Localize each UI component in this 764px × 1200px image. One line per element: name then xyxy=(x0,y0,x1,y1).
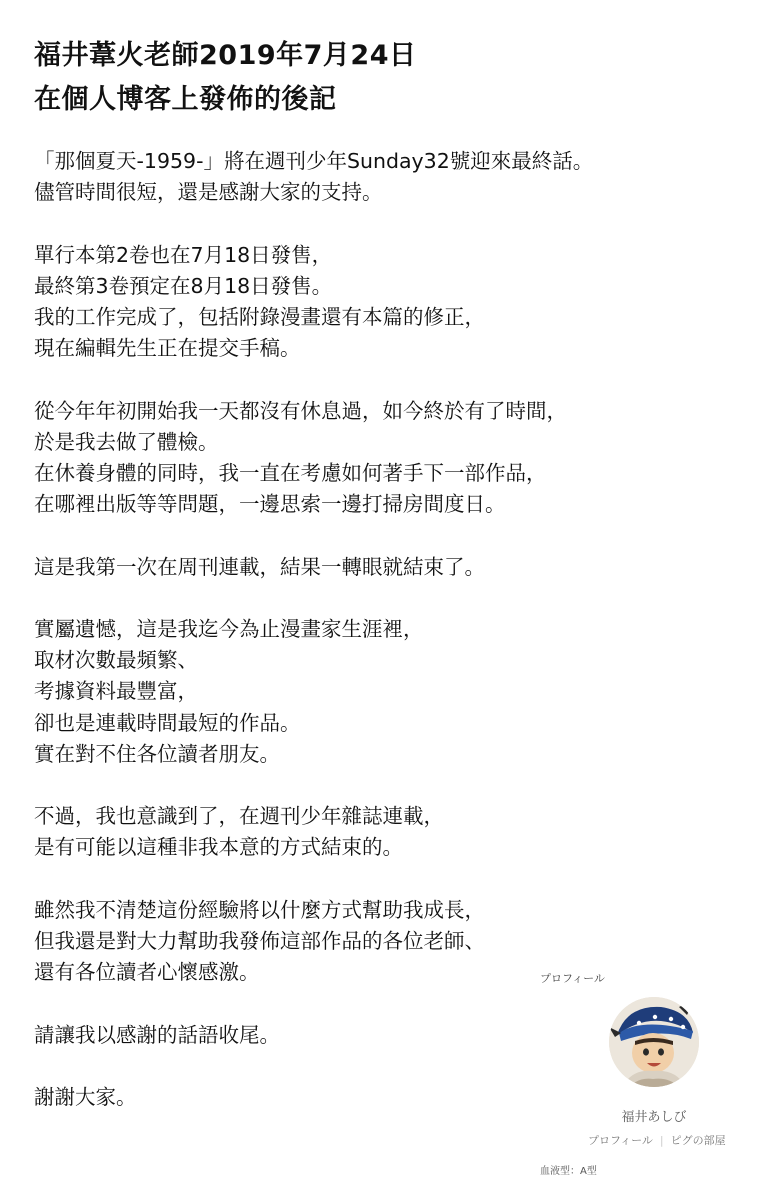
avatar-illustration xyxy=(609,997,699,1087)
profile-widget xyxy=(520,960,750,1190)
text-line: 「那個夏天-1959-」將在週刊少年Sunday32號迎來最終話。 xyxy=(34,149,594,173)
text-line: 於是我去做了體檢。 xyxy=(34,429,219,454)
text-line: 單行本第2卷也在7月18日發售， xyxy=(34,242,333,267)
pig-room-link[interactable]: ピグの部屋 xyxy=(670,1134,726,1147)
page-title xyxy=(34,34,417,122)
text-line: 實屬遺憾，這是我迄今為止漫畫家生涯裡， xyxy=(34,616,424,641)
profile-heading: プロフィール xyxy=(540,972,605,985)
title-line-2: 在個人博客上發佈的後記 xyxy=(34,84,337,115)
text-line: 現在編輯先生正在提交手稿。 xyxy=(34,336,301,361)
paragraph xyxy=(34,614,754,770)
paragraph xyxy=(34,240,754,365)
text-line: 謝謝大家。 xyxy=(34,1084,137,1109)
paragraph xyxy=(34,552,754,583)
text-line: 儘管時間很短，還是感謝大家的支持。 xyxy=(34,180,383,205)
paragraph xyxy=(34,801,754,863)
blood-type: 血液型：A型 xyxy=(540,1166,597,1177)
text-line: 但我還是對大力幫助我發佈這部作品的各位老師、 xyxy=(34,928,485,953)
paragraph xyxy=(34,396,754,521)
text-line: 請讓我以感謝的話語收尾。 xyxy=(34,1022,280,1047)
text-line: 我的工作完成了，包括附錄漫畫還有本篇的修正， xyxy=(34,305,485,329)
profile-link[interactable]: プロフィール xyxy=(588,1134,653,1147)
paragraph xyxy=(34,146,754,208)
text-line: 實在對不住各位讀者朋友。 xyxy=(34,741,280,766)
text-line: 在哪裡出版等等問題，一邊思索一邊打掃房間度日。 xyxy=(34,492,506,517)
text-line: 還有各位讀者心懷感激。 xyxy=(34,960,260,985)
text-line: 這是我第一次在周刊連載，結果一轉眼就結束了。 xyxy=(34,554,485,579)
text-line: 是有可能以這種非我本意的方式結束的。 xyxy=(34,835,403,860)
text-line: 雖然我不清楚這份經驗將以什麼方式幫助我成長， xyxy=(34,897,485,922)
text-line: 在休養身體的同時，我一直在考慮如何著手下一部作品， xyxy=(34,461,547,485)
text-line: 最終第3卷預定在8月18日發售。 xyxy=(34,273,333,298)
title-line-1: 福井葦火老師2019年7月24日 xyxy=(34,40,417,71)
profile-name[interactable]: 福井あしび xyxy=(621,1110,687,1125)
profile-links xyxy=(588,1132,726,1148)
link-separator: | xyxy=(659,1134,664,1147)
text-line: 不過，我也意識到了，在週刊少年雜誌連載， xyxy=(34,804,444,829)
text-line: 從今年年初開始我一天都沒有休息過，如今終於有了時間， xyxy=(34,398,567,423)
text-line: 考據資料最豐富， xyxy=(34,679,198,704)
avatar[interactable] xyxy=(609,997,699,1087)
text-line: 取材次數最頻繁、 xyxy=(34,648,198,673)
text-line: 卻也是連載時間最短的作品。 xyxy=(34,710,301,735)
